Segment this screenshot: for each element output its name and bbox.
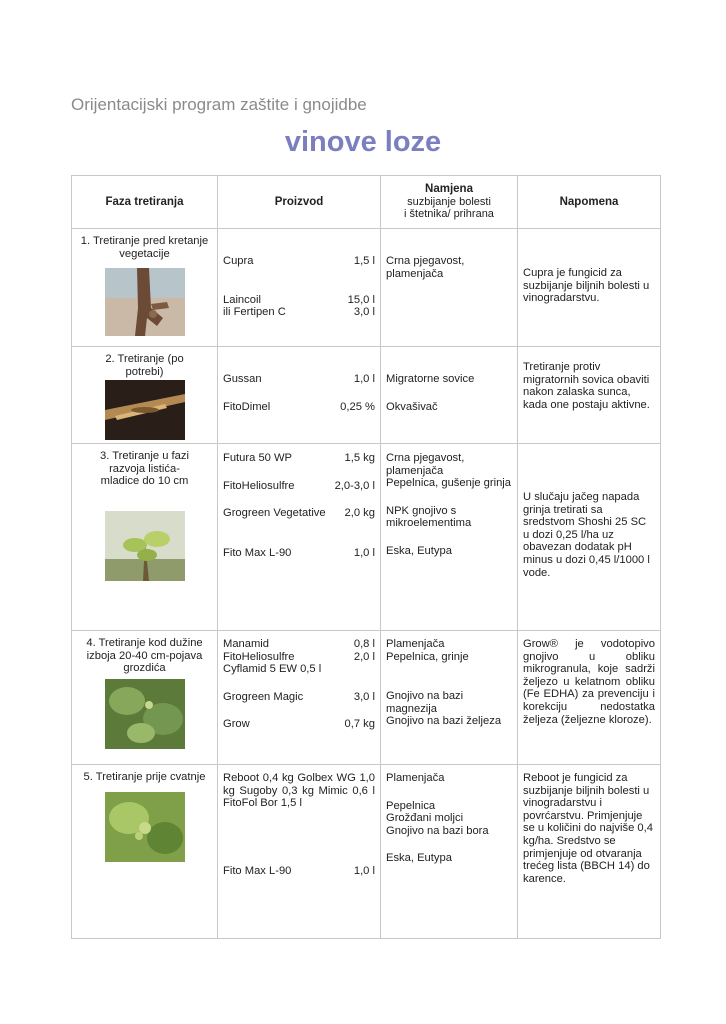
phase-label: 2. Tretiranje (po potrebi) [105,353,184,378]
product-cell [218,444,381,631]
purpose-cell: Crna pjegavost, plamenjača Pepelnica, gušenje grinja NPK gnojivo s mikroelementima Eska, Eutypa [381,444,518,631]
document-title: vinove loze [284,126,442,158]
purpose-cell: Crna pjegavost, plamenjača [381,229,518,347]
phase-label: 3. Tretiranje u fazi razvoja listića-mladice do 10 cm [100,450,189,488]
table-row [72,765,661,939]
note-cell: Reboot je fungicid za suzbijanje biljnih bolesti u vinogradarstvu i povrćarstvu. Primjenjuje se u količini do najviše 0,4 kg/ha. Sredstvo se primjenjuje od otvaranja trećeg lista (BBCH 14) do karence. [518,765,661,939]
product-line: Manamid 0,8 l [223,638,375,650]
product-line: Laincoil 15,0 l [223,293,375,306]
young-shoots-photo [105,511,185,581]
product-line: Fito Max L-90 1,0 l [223,546,375,559]
purpose-cell: Plamenjača Pepelnica Grožđani moljci Gnojivo na bazi bora Eska, Eutypa [381,765,518,939]
product-line: ili Fertipen C 3,0 l [223,306,375,319]
note-cell: U slučaju jačeg napada grinja tretirati sa sredstvom Shoshi 25 SC u dozi 0,25 l/ha uz obavezan dodatak pH minus u dozi 0,45 l/1000 l vode. [518,444,661,631]
grape-cluster-photo [105,679,185,749]
purpose-cell: Plamenjača Pepelnica, grinje Gnojivo na bazi magnezija Gnojivo na bazi željeza [381,631,518,765]
column-header-proizvod: Proizvod [218,176,381,229]
product-cell [218,765,381,939]
product-line: Cupra 1,5 l [223,255,375,267]
phase-cell [72,765,218,939]
phase-cell [72,347,218,444]
note-cell: Grow® je vodotopivo gnojivo u obliku mikrogranula, koje sadrži željezo u kelatnom obliku (Fe EDHA) za prevenciju i korekciju nedostatka željeza (željezne kloroze). [518,631,661,765]
product-line: FitoDimel 0,25 % [223,400,375,413]
phase-label: 1. Tretiranje pred kretanje vegetacije [80,235,209,260]
namjena-sub-1: suzbijanje bolesti [407,195,491,208]
product-line: Grogreen Magic 3,0 l [223,690,375,703]
product-line: Fito Max L-90 1,0 l [223,864,375,877]
table-row [72,347,661,444]
table-header-row [72,176,661,229]
product-line: Grow 0,7 kg [223,718,375,731]
vine-trunk-photo [105,268,185,336]
column-header-namjena [381,176,518,229]
product-line: FitoHeliosulfre 2,0 l [223,650,375,663]
product-line: FitoHeliosulfre 2,0-3,0 l [223,479,375,492]
column-header-faza: Faza tretiranja [72,176,218,229]
table-row [72,229,661,347]
phase-label: 4. Tretiranje kod dužine izboja 20-40 cm-pojava grozdića [86,637,203,675]
product-line: Reboot 0,4 kg Golbex WG 1,0 kg Sugoby 0,3 kg Mimic 0,6 l FitoFol Bor 1,5 l [223,772,375,810]
document-subtitle: Orijentacijski program zaštite i gnojidbe [71,95,367,114]
treatment-table [71,175,661,939]
vine-branch-photo [105,380,185,440]
note-cell: Tretiranje protiv migratornih sovica obaviti nakon zalaska sunca, kada one postaju aktivne. [518,347,661,444]
phase-cell [72,229,218,347]
table-row [72,444,661,631]
product-line: Futura 50 WP 1,5 kg [223,452,375,464]
pre-flowering-photo [105,792,185,862]
namjena-sub-2: i štetnika/ prihrana [404,208,494,221]
namjena-label: Namjena [425,183,473,196]
column-header-napomena: Napomena [518,176,661,229]
phase-cell [72,631,218,765]
product-line: Grogreen Vegetative 2,0 kg [223,507,375,520]
purpose-cell: Migratorne sovice Okvašivač [381,347,518,444]
note-cell: Cupra je fungicid za suzbijanje biljnih bolesti u vinogradarstvu. [518,229,661,347]
product-cell [218,229,381,347]
product-line: Gussan 1,0 l [223,373,375,385]
product-line: Cyflamid 5 EW 0,5 l [223,663,322,676]
phase-label: 5. Tretiranje prije cvatnje [83,771,206,783]
product-cell [218,347,381,444]
product-cell [218,631,381,765]
table-row [72,631,661,765]
phase-cell [72,444,218,631]
